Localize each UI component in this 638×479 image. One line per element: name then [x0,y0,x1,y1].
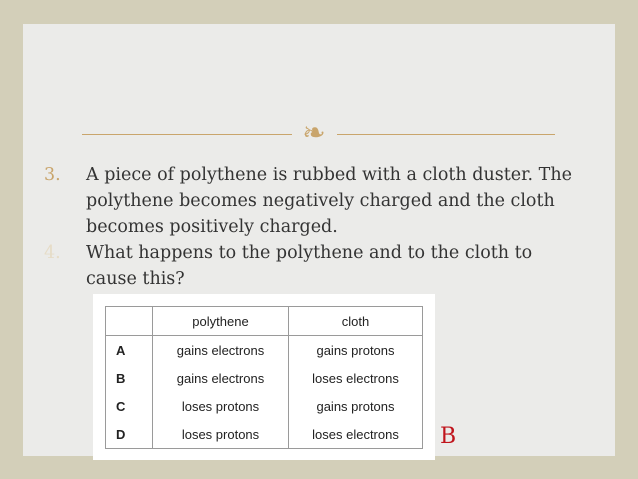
cloth-cell: gains protons [289,392,423,420]
table-row [106,364,423,392]
question-text: A piece of polythene is rubbed with a cloth duster. The polythene becomes negatively charged and the cloth becomes positively charged. [86,165,572,237]
option-letter: D [106,420,153,449]
frame-left [0,0,23,479]
option-letter: B [106,364,153,392]
option-letter: A [106,336,153,365]
frame-top [0,0,638,24]
table-header-row [106,307,423,336]
cloth-cell: gains protons [289,336,423,365]
question-number: 3. [44,165,61,185]
frame-right [615,0,638,479]
polythene-cell: gains electrons [153,336,289,365]
title-divider-right [337,134,555,135]
question-item-4 [44,240,584,292]
question-number: 4. [44,243,61,263]
question-block [44,162,584,292]
question-item-3 [44,162,584,240]
table-row [106,420,423,449]
question-text: What happens to the polythene and to the cloth to cause this? [86,243,533,289]
table-header: cloth [289,307,423,336]
table-header [106,307,153,336]
cloth-cell: loses electrons [289,364,423,392]
polythene-cell: loses protons [153,420,289,449]
cloth-cell: loses electrons [289,420,423,449]
table-row [106,392,423,420]
title-divider-left [82,134,292,135]
table-row [106,336,423,365]
option-letter: C [106,392,153,420]
floral-ornament-icon: ❧ [302,116,326,149]
answer-table-image [93,294,435,460]
polythene-cell: loses protons [153,392,289,420]
polythene-cell: gains electrons [153,364,289,392]
correct-answer-label: B [440,424,457,449]
answer-options-table [105,306,423,449]
table-header: polythene [153,307,289,336]
